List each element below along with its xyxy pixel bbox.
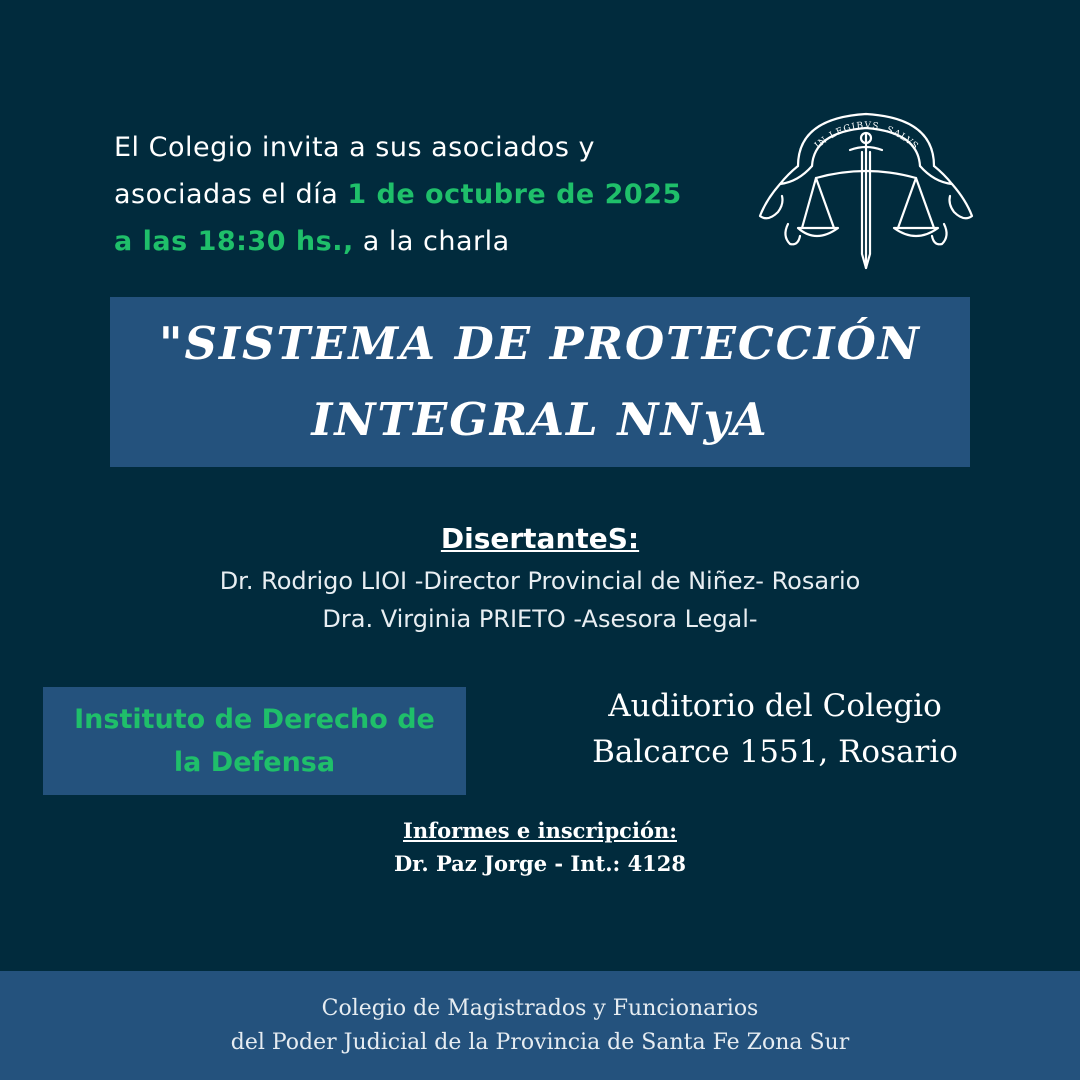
- intro-line-3: a las 18:30 hs., a la charla: [114, 226, 510, 257]
- venue-name: Auditorio del Colegio: [608, 688, 942, 724]
- talk-title-banner: [110, 297, 970, 467]
- institute-line-2: la Defensa: [173, 747, 336, 778]
- speaker-1: Dr. Rodrigo LIOI -Director Provincial de Niñez- Rosario: [219, 567, 861, 595]
- event-date: 1 de octubre de 2025: [347, 179, 682, 210]
- intro-line-2: asociadas el día 1 de octubre de 2025: [114, 179, 682, 210]
- institute-line-1: Instituto de Derecho de: [74, 704, 435, 735]
- venue-address: Balcarce 1551, Rosario: [592, 734, 958, 770]
- logo-motto-right: SALVS: [884, 125, 921, 153]
- footer-line-1: Colegio de Magistrados y Funcionarios: [321, 995, 759, 1021]
- speaker-2: Dra. Virginia PRIETO -Asesora Legal-: [322, 605, 758, 633]
- registration-heading: Informes e inscripción:: [403, 818, 677, 843]
- scales-of-justice-sword-icon: [758, 104, 974, 272]
- event-time: a las 18:30 hs.,: [114, 226, 354, 257]
- invitation-text: [114, 124, 754, 265]
- institute-badge: [43, 687, 466, 795]
- speakers-heading: DisertanteS:: [440, 522, 640, 555]
- registration-contact: Dr. Paz Jorge - Int.: 4128: [393, 851, 687, 876]
- intro-line-1: El Colegio invita a sus asociados y: [114, 132, 595, 163]
- organization-footer: [0, 971, 1080, 1080]
- talk-title-line-2: INTEGRAL NNyA: [311, 393, 769, 446]
- talk-title-line-1: "SISTEMA DE PROTECCIÓN: [159, 317, 921, 370]
- footer-line-2: del Poder Judicial de la Provincia de Santa Fe Zona Sur: [230, 1029, 850, 1055]
- svg-text:SALVS: [885, 125, 920, 152]
- logo-motto-left: IN LEGIBVS: [813, 120, 881, 152]
